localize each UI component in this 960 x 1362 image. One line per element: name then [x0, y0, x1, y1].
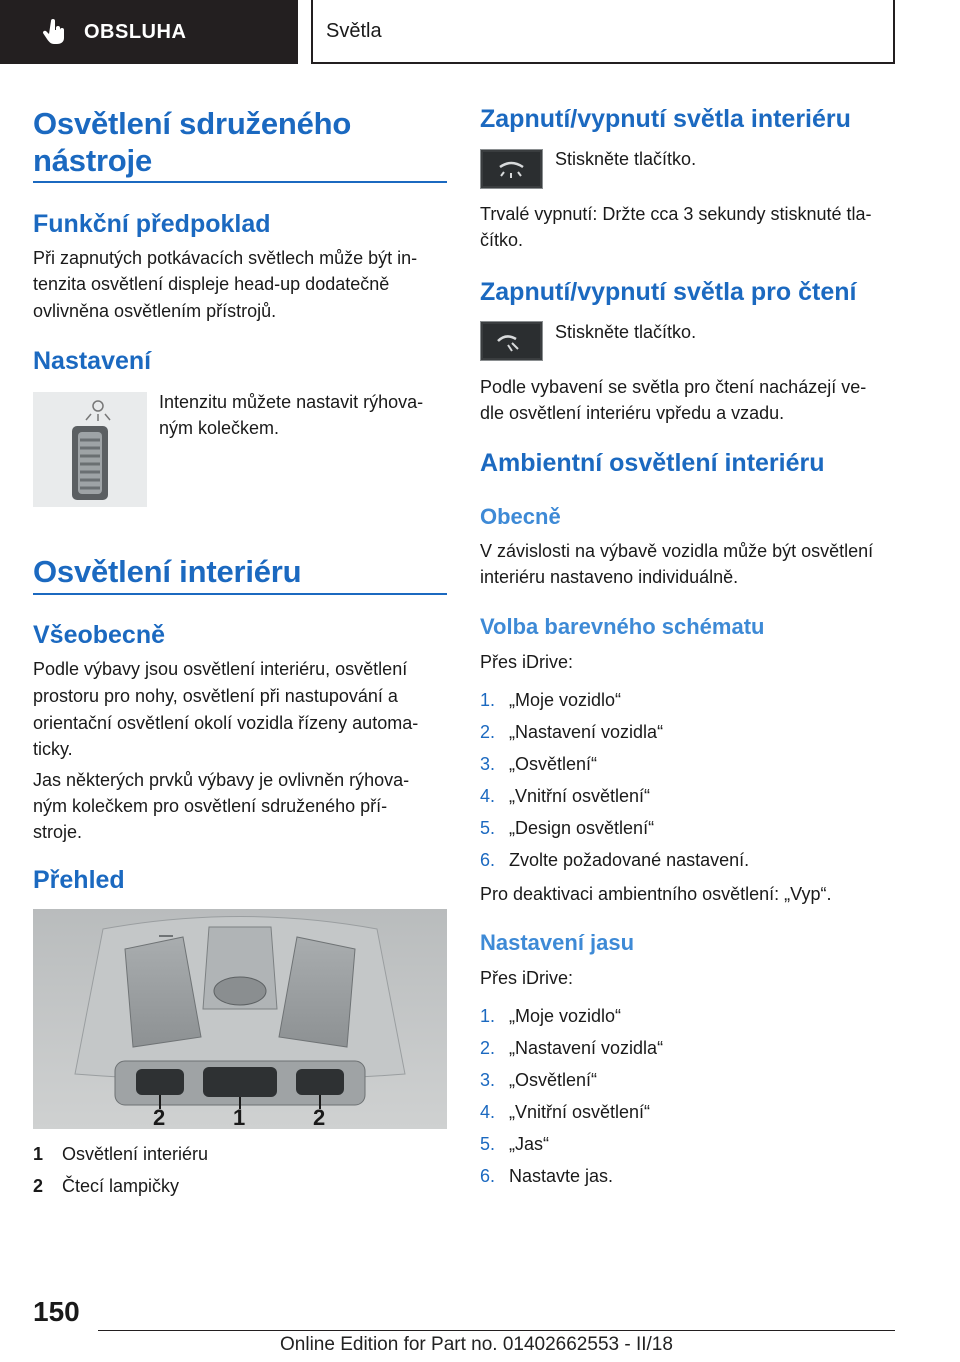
- prerequisite-line-3: ovlivněna osvětlením přístrojů.: [33, 301, 277, 321]
- reading-light-button-image: [480, 321, 543, 361]
- step-text: „Design osvětlení“: [509, 818, 655, 838]
- step-number: 4.: [480, 1102, 496, 1122]
- legend-text: Čtecí lampičky: [62, 1176, 180, 1196]
- step-text: „Moje vozidlo“: [509, 1006, 622, 1026]
- cluster-lighting-title-line1: Osvětlení sdruženého: [33, 106, 352, 141]
- legend-text: Osvětlení interiéru: [62, 1144, 209, 1164]
- brightness-intro: Přes iDrive:: [480, 968, 574, 988]
- interior-light-line-1: Trvalé vypnutí: Držte cca 3 sekundy stisknuté tla‐: [480, 204, 872, 224]
- list-item: [480, 718, 663, 746]
- legend-item: [33, 1140, 208, 1168]
- reading-light-toggle-heading: Zapnutí/vypnutí světla pro čtení: [480, 278, 857, 306]
- step-number: 2.: [480, 722, 496, 742]
- section-tab[interactable]: [0, 0, 298, 64]
- page-number: 150: [33, 1296, 80, 1327]
- chapter-label: Světla: [326, 19, 382, 42]
- step-text: „Nastavení vozidla“: [509, 722, 664, 742]
- list-item: [480, 782, 650, 810]
- legend-item: [33, 1172, 179, 1200]
- step-text: „Moje vozidlo“: [509, 690, 622, 710]
- general-p1-line-3: orientační osvětlení okolí vozidla řízeny automa‐: [33, 713, 419, 733]
- color-scheme-heading: Volba barevného schématu: [480, 614, 765, 639]
- overview-heading: Přehled: [33, 866, 125, 894]
- footer-rule: [98, 1330, 895, 1331]
- general-p2-line-1: Jas některých prvků výbavy je ovlivněn rýhova‐: [33, 770, 410, 790]
- step-number: 4.: [480, 786, 496, 806]
- list-item: [480, 750, 597, 778]
- cluster-lighting-title-line2: nástroje: [33, 143, 152, 178]
- figure-label-center: 1: [233, 1105, 246, 1130]
- interior-light-toggle-heading: Zapnutí/vypnutí světla interiéru: [480, 105, 851, 133]
- interior-lighting-title: Osvětlení interiéru: [33, 554, 302, 589]
- reading-light-line-2: dle osvětlení interiéru vpředu a vzadu.: [480, 403, 785, 423]
- step-number: 1.: [480, 1006, 496, 1026]
- step-text: „Osvětlení“: [509, 1070, 598, 1090]
- interior-light-button-text: Stiskněte tlačítko.: [555, 149, 697, 169]
- step-number: 6.: [480, 850, 496, 870]
- prerequisite-line-1: Při zapnutých potkávacích světlech může být in‐: [33, 248, 418, 268]
- general-p1-line-2: prostoru pro nohy, osvětlení při nastupování a: [33, 686, 398, 706]
- section-label: OBSLUHA: [84, 20, 187, 43]
- overhead-console-figure: [33, 909, 447, 1129]
- list-item: [480, 1098, 650, 1126]
- step-text: Nastavte jas.: [509, 1166, 614, 1186]
- reading-light-line-1: Podle vybavení se světla pro čtení nacházejí ve‐: [480, 377, 867, 397]
- prerequisite-line-2: tenzita osvětlení displeje head-up dodatečně: [33, 274, 390, 294]
- step-text: „Vnitřní osvětlení“: [509, 1102, 651, 1122]
- title-rule: [33, 181, 447, 183]
- step-number: 2.: [480, 1038, 496, 1058]
- settings-line-1: Intenzitu můžete nastavit rýhova‐: [159, 392, 424, 412]
- step-number: 5.: [480, 1134, 496, 1154]
- ambient-general-line-2: interiéru nastaveno individuálně.: [480, 567, 739, 587]
- general-p1-line-1: Podle výbavy jsou osvětlení interiéru, osvětlení: [33, 659, 408, 679]
- interior-light-line-2: čítko.: [480, 230, 524, 250]
- interior-title-rule: [33, 593, 447, 595]
- general-p1-line-4: ticky.: [33, 739, 73, 759]
- step-number: 1.: [480, 690, 496, 710]
- step-text: „Vnitřní osvětlení“: [509, 786, 651, 806]
- reading-light-button-text: Stiskněte tlačítko.: [555, 322, 697, 342]
- ambient-general-line-1: V závislosti na výbavě vozidla může být osvětlení: [480, 541, 874, 561]
- color-scheme-outro: Pro deaktivaci ambientního osvětlení: „Vyp“.: [480, 884, 832, 904]
- general-heading: Všeobecně: [33, 621, 166, 649]
- figure-label-left: 2: [153, 1105, 166, 1130]
- list-item: [480, 846, 749, 874]
- hand-pointer-icon: [42, 19, 68, 45]
- step-number: 5.: [480, 818, 496, 838]
- list-item: [480, 1066, 597, 1094]
- step-number: 3.: [480, 1070, 496, 1090]
- thumbwheel-image: [33, 392, 147, 507]
- edition-text: Online Edition for Part no. 01402662553 - II/18: [280, 1334, 673, 1355]
- step-number: 3.: [480, 754, 496, 774]
- step-text: „Nastavení vozidla“: [509, 1038, 664, 1058]
- ambient-lighting-heading: Ambientní osvětlení interiéru: [480, 449, 825, 477]
- settings-heading: Nastavení: [33, 347, 152, 375]
- legend-number: 1: [33, 1144, 44, 1164]
- step-number: 6.: [480, 1166, 496, 1186]
- ambient-general-heading: Obecně: [480, 504, 561, 529]
- overhead-console-drawing: [33, 909, 447, 1129]
- brightness-heading: Nastavení jasu: [480, 930, 635, 955]
- chapter-tab[interactable]: [311, 0, 895, 64]
- general-p2-line-2: ným kolečkem pro osvětlení sdruženého pří‐: [33, 796, 388, 816]
- list-item: [480, 1162, 613, 1190]
- list-item: [480, 1130, 549, 1158]
- step-text: „Osvětlení“: [509, 754, 598, 774]
- color-scheme-intro: Přes iDrive:: [480, 652, 574, 672]
- settings-line-2: ným kolečkem.: [159, 418, 280, 438]
- list-item: [480, 814, 654, 842]
- figure-label-right: 2: [313, 1105, 326, 1130]
- list-item: [480, 1034, 663, 1062]
- list-item: [480, 686, 621, 714]
- general-p2-line-3: stroje.: [33, 822, 83, 842]
- prerequisite-heading: Funkční předpoklad: [33, 210, 271, 238]
- step-text: „Jas“: [509, 1134, 549, 1154]
- interior-light-button-image: [480, 149, 543, 189]
- list-item: [480, 1002, 621, 1030]
- legend-number: 2: [33, 1176, 44, 1196]
- step-text: Zvolte požadované nastavení.: [509, 850, 750, 870]
